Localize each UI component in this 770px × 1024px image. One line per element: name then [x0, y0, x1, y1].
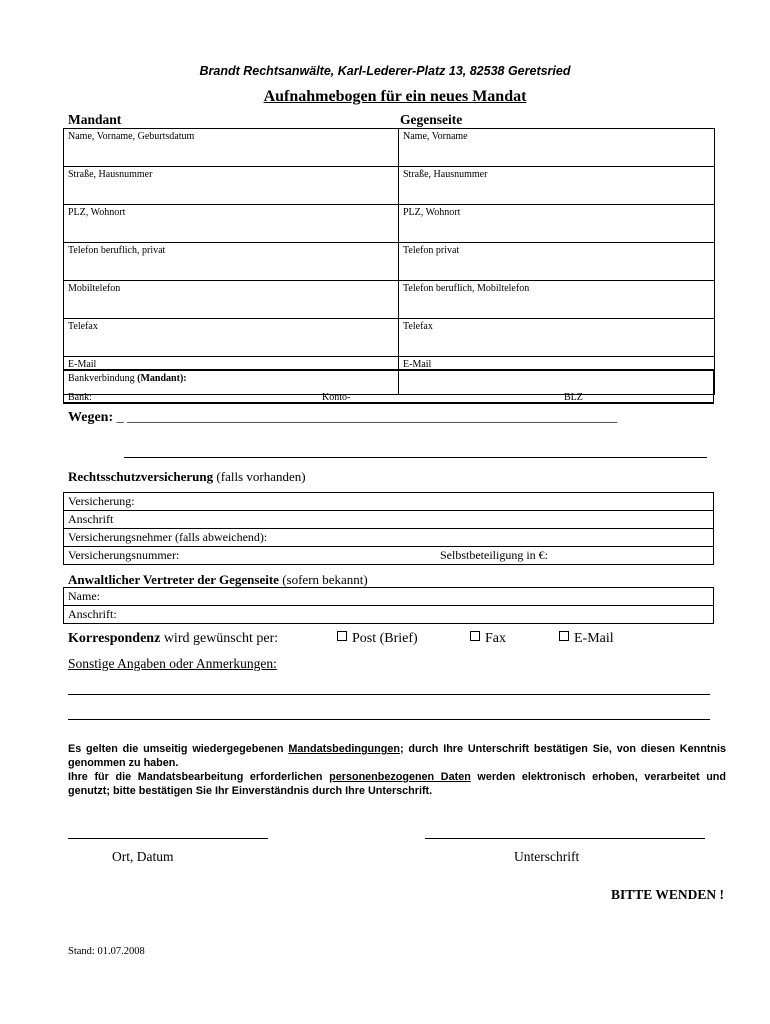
- checkbox-icon: [559, 631, 569, 641]
- mandant-city-field[interactable]: PLZ, Wohnort: [64, 205, 399, 243]
- firm-header: Brandt Rechtsanwälte, Karl-Lederer-Platz 13, 82538 Geretsried: [199, 64, 571, 78]
- deductible-label: Selbstbeteiligung in €:: [440, 548, 548, 562]
- gegenseite-city-field[interactable]: PLZ, Wohnort: [399, 205, 715, 243]
- table-row: [64, 129, 715, 167]
- insurance-address-label: Anschrift: [68, 512, 114, 526]
- mandant-phone-field[interactable]: Telefon beruflich, privat: [64, 243, 399, 281]
- privacy-paragraph: [68, 770, 726, 798]
- place-date-line[interactable]: [68, 838, 268, 839]
- terms-link: Mandatsbedingungen: [288, 743, 400, 755]
- remarks-label: Sonstige Angaben oder Anmerkungen:: [68, 656, 277, 671]
- mandant-fax-field[interactable]: Telefax: [64, 319, 399, 357]
- correspondence-text: wird gewünscht per:: [160, 631, 279, 646]
- table-row: [64, 319, 715, 357]
- table-row: [64, 243, 715, 281]
- column-head-mandant: Mandant: [68, 112, 122, 127]
- insurance-heading: [68, 469, 306, 485]
- matter-line[interactable]: [68, 410, 617, 426]
- opponent-lawyer-heading: [68, 572, 368, 588]
- signature-label: Unterschrift: [514, 849, 580, 864]
- checkbox-icon: [470, 631, 480, 641]
- opponent-lawyer-name-label: Name:: [68, 589, 100, 603]
- opponent-lawyer-box: [63, 587, 714, 624]
- policyholder-field[interactable]: [64, 529, 713, 547]
- opponent-lawyer-note: (sofern bekannt): [278, 572, 368, 587]
- table-row: [64, 167, 715, 205]
- policy-number-label: Versicherungsnummer:: [68, 548, 180, 562]
- mandant-name-field[interactable]: Name, Vorname, Geburtsdatum: [64, 129, 399, 167]
- page-title: Aufnahmebogen für ein neues Mandat: [263, 88, 527, 105]
- account-number-label: Konto-: [322, 392, 351, 403]
- checkbox-post-label: Post (Brief): [352, 631, 418, 646]
- opponent-lawyer-name-field[interactable]: [64, 588, 713, 606]
- matter-label: Wegen:: [68, 410, 114, 425]
- checkbox-email[interactable]: [559, 631, 614, 647]
- checkbox-post[interactable]: [337, 631, 418, 647]
- remarks-line-1[interactable]: [68, 694, 710, 695]
- party-data-table: [63, 128, 715, 395]
- bank-details-label-bold: (Mandant):: [137, 373, 187, 384]
- insurance-title: Rechtsschutzversicherung: [68, 469, 214, 484]
- correspondence-label: [68, 631, 278, 647]
- policy-number-field[interactable]: [64, 547, 713, 564]
- bank-details-label-text: Bankverbindung: [68, 373, 138, 384]
- policyholder-label: Versicherungsnehmer (falls abweichend):: [68, 530, 268, 544]
- matter-second-line[interactable]: [124, 457, 707, 458]
- signature-line[interactable]: [425, 838, 705, 839]
- table-row: [64, 281, 715, 319]
- insurance-address-field[interactable]: [64, 511, 713, 529]
- gegenseite-name-field[interactable]: Name, Vorname: [399, 129, 715, 167]
- insurance-note: (falls vorhanden): [213, 469, 306, 484]
- mandant-mobile-field[interactable]: Mobiltelefon: [64, 281, 399, 319]
- bank-details-box[interactable]: [63, 369, 714, 404]
- consent-notice: [68, 742, 726, 798]
- gegenseite-street-field[interactable]: Straße, Hausnummer: [399, 167, 715, 205]
- privacy-text-b: werden elektronisch erhoben, verarbeitet und genutzt; bitte bestätigen Sie Ihr Einverständnis durch Ihre Unterschrift.: [68, 771, 726, 797]
- gegenseite-mobile-field[interactable]: Telefon beruflich, Mobiltelefon: [399, 281, 715, 319]
- opponent-lawyer-title: Anwaltlicher Vertreter der Gegenseite: [68, 572, 279, 587]
- insurance-box: [63, 492, 714, 565]
- terms-text-b: ; durch Ihre Unterschrift bestätigen Sie, von diesen Kenntnis genommen zu haben.: [68, 743, 726, 769]
- checkbox-icon: [337, 631, 347, 641]
- checkbox-fax[interactable]: [470, 631, 506, 647]
- terms-text-a: Es gelten die umseitig wiedergegebenen: [68, 743, 289, 755]
- gegenseite-fax-field[interactable]: Telefax: [399, 319, 715, 357]
- privacy-text-a: Ihre für die Mandatsbearbeitung erforderlichen: [68, 771, 330, 783]
- matter-underline: _ ______________________________________________________________________: [113, 410, 618, 425]
- bank-details-label: [68, 373, 187, 384]
- checkbox-email-label: E-Mail: [574, 631, 614, 646]
- opponent-lawyer-address-label: Anschrift:: [68, 607, 117, 621]
- revision-date: Stand: 01.07.2008: [68, 946, 145, 957]
- remarks-line-2[interactable]: [68, 719, 710, 720]
- table-row: [64, 205, 715, 243]
- terms-paragraph: [68, 742, 726, 770]
- insurance-company-field[interactable]: [64, 493, 713, 511]
- mandant-email-field[interactable]: E-Mail: [64, 357, 399, 395]
- bank-code-label: BLZ: [564, 392, 583, 403]
- insurance-company-label: Versicherung:: [68, 494, 135, 508]
- checkbox-fax-label: Fax: [485, 631, 506, 646]
- mandant-street-field[interactable]: Straße, Hausnummer: [64, 167, 399, 205]
- column-head-gegenseite: Gegenseite: [400, 112, 463, 127]
- gegenseite-email-field[interactable]: E-Mail: [399, 357, 715, 395]
- opponent-lawyer-address-field[interactable]: [64, 606, 713, 623]
- correspondence-title: Korrespondenz: [68, 631, 161, 646]
- privacy-data-term: personenbezogenen Daten: [329, 771, 471, 783]
- bank-name-label: Bank:: [68, 392, 92, 403]
- place-date-label: Ort, Datum: [112, 849, 174, 864]
- gegenseite-phone-field[interactable]: Telefon privat: [399, 243, 715, 281]
- please-turn-note: BITTE WENDEN !: [610, 887, 724, 902]
